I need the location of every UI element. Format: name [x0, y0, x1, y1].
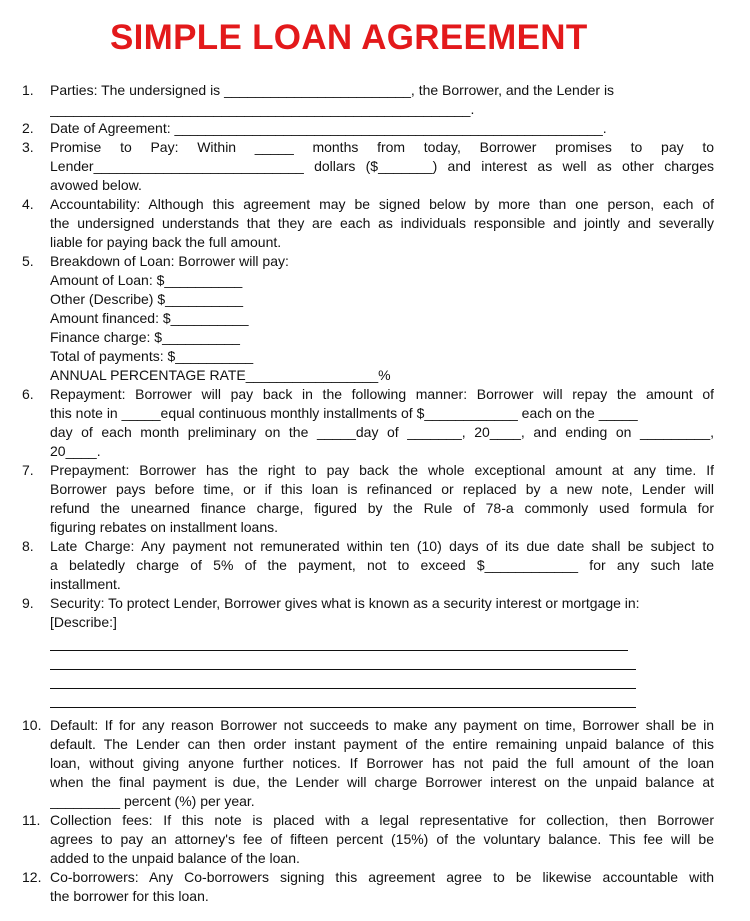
- clause-promise-to-pay: [22, 138, 714, 195]
- clause-number: 7.: [22, 462, 34, 478]
- clause-line: Prepayment: Borrower has the right to pay back the whole exceptional amount at any time. If: [50, 462, 714, 478]
- clause-line: [Describe:]: [50, 614, 117, 630]
- security-description-line: [50, 632, 628, 651]
- clause-line: avowed below.: [50, 177, 142, 193]
- clause-prepayment: [22, 461, 714, 537]
- clause-line: the undersigned understands that they are each as individuals responsible and jointly and severally: [50, 215, 714, 231]
- clause-number: 4.: [22, 196, 34, 212]
- clause-number: 12.: [22, 869, 42, 885]
- clause-co-borrowers: [22, 868, 714, 906]
- finance-charge-field: Finance charge: $__________: [50, 329, 240, 345]
- other-describe-field: Other (Describe) $__________: [50, 291, 244, 307]
- clause-line: Security: To protect Lender, Borrower gives what is known as a security interest or mortgage in:: [50, 595, 640, 611]
- clause-line: 20____.: [50, 443, 101, 459]
- amount-financed-field: Amount financed: $__________: [50, 310, 249, 326]
- clause-line: Parties: The undersigned is ________________________, the Borrower, and the Lender is: [50, 82, 615, 98]
- clause-line: liable for paying back the full amount.: [50, 234, 282, 250]
- clause-number: 6.: [22, 386, 34, 402]
- clause-line: Breakdown of Loan: Borrower will pay:: [50, 253, 289, 269]
- clause-line: ______________________________________________________.: [50, 101, 475, 117]
- clause-line: Repayment: Borrower will pay back in the following manner: Borrower will repay the amount of: [50, 386, 714, 402]
- clause-line: Date of Agreement: _______________________________________________________.: [50, 120, 607, 136]
- clause-line: Collection fees: If this note is placed with a legal representative for collection, then Borrower: [50, 812, 714, 828]
- clause-accountability: [22, 195, 714, 252]
- clause-breakdown-of-loan: [22, 252, 714, 385]
- clause-line: installment.: [50, 576, 121, 592]
- clause-number: 10.: [22, 717, 42, 733]
- amount-of-loan-field: Amount of Loan: $__________: [50, 272, 243, 288]
- total-of-payments-field: Total of payments: $__________: [50, 348, 254, 364]
- clause-number: 9.: [22, 595, 34, 611]
- clause-number: 3.: [22, 139, 34, 155]
- clause-repayment: [22, 385, 714, 461]
- security-description-line: [50, 689, 636, 708]
- clause-line: _________ percent (%) per year.: [50, 793, 255, 809]
- clause-line: agrees to pay an attorney's fee of fifteen percent (15%) of the voluntary balance. This fee will be: [50, 831, 714, 847]
- clause-parties: [22, 81, 714, 119]
- clause-number: 1.: [22, 82, 34, 98]
- clause-line: Accountability: Although this agreement may be signed below by more than one person, each of: [50, 196, 714, 212]
- clause-number: 5.: [22, 253, 34, 269]
- clause-collection-fees: [22, 811, 714, 868]
- clause-line: refund the unearned finance charge, figured by the Rule of 78-a commonly used formula for: [50, 500, 714, 516]
- clause-line: Borrower pays before time, or if this loan is refinanced or replaced by a new note, Lender will: [50, 481, 714, 497]
- clause-line: Lender___________________________ dollars ($_______) and interest as well as other charges: [50, 158, 714, 174]
- spacer: [50, 708, 714, 716]
- clause-number: 11.: [22, 812, 41, 828]
- clause-line: Co-borrowers: Any Co-borrowers signing this agreement agree to be likewise accountable with: [50, 869, 714, 885]
- clause-security: [22, 594, 714, 716]
- clause-line: day of each month preliminary on the _____day of _______, 20____, and ending on _________,: [50, 424, 714, 440]
- security-description-line: [50, 670, 636, 689]
- clause-line: this note in _____equal continuous monthly installments of $____________ each on the _____: [50, 405, 638, 421]
- clause-line: default. The Lender can then order instant payment of the entire remaining unpaid balance of this: [50, 736, 714, 752]
- clause-line: loan, without giving anyone further notices. If Borrower has not paid the full amount of the loan: [50, 755, 714, 771]
- clause-default: [22, 716, 714, 811]
- clause-line: Promise to Pay: Within _____ months from today, Borrower promises to pay to: [50, 139, 714, 155]
- document-title: SIMPLE LOAN AGREEMENT: [110, 18, 588, 57]
- clause-number: 2.: [22, 120, 34, 136]
- annual-percentage-rate-field: ANNUAL PERCENTAGE RATE_________________%: [50, 367, 391, 383]
- clause-number: 8.: [22, 538, 34, 554]
- clause-line: the borrower for this loan.: [50, 888, 209, 904]
- clause-line: added to the unpaid balance of the loan.: [50, 850, 300, 866]
- clause-line: Default: If for any reason Borrower not succeeds to make any payment on time, Borrower shall be in: [50, 717, 714, 733]
- clause-line: when the final payment is due, the Lender will charge Borrower interest on the unpaid balance at: [50, 774, 714, 790]
- clause-list: [22, 81, 714, 906]
- clause-line: a belatedly charge of 5% of the payment, not to exceed $____________ for any such late: [50, 557, 714, 573]
- clause-date-of-agreement: [22, 119, 714, 138]
- clause-line: figuring rebates on installment loans.: [50, 519, 279, 535]
- clause-late-charge: [22, 537, 714, 594]
- clause-line: Late Charge: Any payment not remunerated within ten (10) days of its due date shall be subject to: [50, 538, 714, 554]
- security-description-line: [50, 651, 636, 670]
